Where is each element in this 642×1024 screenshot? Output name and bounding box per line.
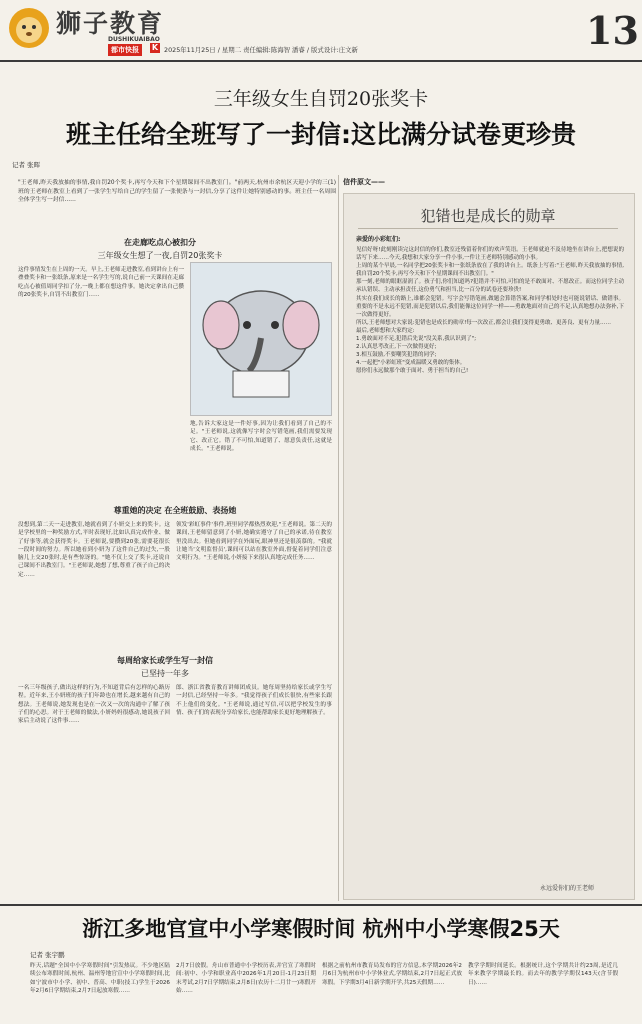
dateline: 2025年11月25日 / 星期二 责任编辑:陈海智 潘睿 / 版式设计:庄文新 <box>164 46 358 54</box>
lion-logo-icon <box>6 4 52 50</box>
section-subheading: 三年级女生想了一夜,自罚20张奖卡 <box>97 251 223 260</box>
headline-winter-vacation: 浙江多地官宣中小学寒假时间 杭州中小学寒假25天 <box>82 917 560 941</box>
article-column: 郎、浙江省教育教育讲师团成员。她每周坚持给家长或学生写一封信,已经坚持一年多。"我觉得孩子们成长很快,有些家长跟不上他们的变化。"王老师说,通过写信,可以把学校发生的事情、孩子们的表现分享给家长,也能帮助家长更好地理解孩子。 <box>176 685 332 716</box>
brand-english: DUSHIKUAIBAO <box>108 36 160 43</box>
section-heading: 每周给家长或学生写一封信 <box>117 656 213 665</box>
header-divider <box>0 60 642 62</box>
paper-name-badge: 都市快报 <box>108 44 142 56</box>
elephant-drawing-image <box>190 262 332 416</box>
article-column: 2月7日放假。舟山市普通中小学校历表,并官宣了寒假时间:初中、小学和职业高中2026年1月20日-1月23日期末考试,2月7日学期结束,2月8日(农历十二月廿一)寒假开始…… <box>176 963 316 994</box>
byline: 记者 张晖 <box>12 161 41 169</box>
article-column: 没想到,第二天一走进教室,她就看到了小妍交上来的奖卡。这是学校里的一种奖励方式,平时表现好,比如认真完成作业、做了好事等,就会获得奖卡。王老师说,要攒到20张,需要花很长一段时间的努力。所以她看到小妍为了这件自己的过失,一股脑儿上交20张时,是有些惊讶的。"她不仅上交了奖卡,还说自己课间不出教室门。"王老师说,她想了想,尊重了孩子自己的决定…… <box>18 522 170 578</box>
letter-signature: 永远爱你们的王老师 <box>540 885 595 892</box>
brand-title: 狮子教育 <box>56 9 165 38</box>
article-column: 教学学期时间延长。根据统计,这个学期共计约23周,是近几年来教学学期最长的。而去年的教学学期仅143天(含节假日)…… <box>468 963 618 986</box>
article-column: 根据之前杭州市教育局发布的官方信息,本学期2026年2月6日为杭州市中小学休业式,学期结束,2月7日起正式放寒假。下学期3月4日新学期开学,共25天假期…… <box>322 963 462 986</box>
article-intro: "王老师,昨天我放抽的事情,我自罚20个奖卡,再写今天和下个星期课间不出教室门。"前两天,杭州市余杭区天迎小学的三(1)班的王老师在教室上看到了一张学生写给自己的学生留了一张便条与一封信,分享了这件让她特别感动的事。班主任一名周围全体学生写一封信…… <box>18 180 336 204</box>
letter-label: 信件原文—— <box>343 178 385 186</box>
article-column: 这件事情发生在上周的一天。早上,王老师走进教室,看到讲台上有一叠叠奖卡和一张纸条,原来是一名学生写的,说自己前一天课间在走廊吃点心被值周同学扣了分,一晚上都在想这件事。她决定拿出自己攒的20张奖卡,自罚不出教室门…… <box>18 267 184 298</box>
article-column: 地,告诉大家这是一件好事,因为让我们看到了自己的不足。"王老师说,这就像写字时会写错笔画,我们需要发现它、改正它。错了不可怕,知道错了、愿意负责任,这就是成长。"王老师说。 <box>190 421 332 452</box>
column-divider <box>338 175 339 901</box>
byline: 记者 张宇鹏 <box>30 951 65 959</box>
article-column: 一名三年级孩子,做出这样的行为,不知道背后有怎样的心路历程。近年来,王小妍班的孩子们年龄也在增长,越来越有自己的想法。王老师说,她发现也是在一次又一次的沟通中了解了孩子们的心思。对于王老师的做法,小妍妈妈很感动,她说孩子回家后主动说了这件事…… <box>18 685 170 725</box>
k-logo-icon: K <box>151 43 159 52</box>
letter-title-divider <box>358 228 618 229</box>
main-headline: 班主任给全班写了一封信:这比满分试卷更珍贵 <box>66 120 576 149</box>
letter-title: 犯错也是成长的勋章 <box>420 207 556 225</box>
page-number: 13 <box>586 8 639 53</box>
section-divider <box>0 904 642 906</box>
letter-greeting: 亲爱的小彩虹们: <box>356 236 401 243</box>
section-heading: 尊重她的决定 在全班鼓励、表扬她 <box>113 506 237 515</box>
article-column: 昨天,话题"全国中小学寒假时间"引发热议。不少地区陆续公布寒假时间,杭州、温州等地官宣中小学寒假时间,比如宁波市中小学、初中、普高、中职(技工)学生于2026年2月6日学期结束,2月7日起放寒假…… <box>30 963 170 994</box>
sub-headline: 三年级女生自罚20张奖卡 <box>213 88 429 110</box>
article-column: 领发'彩虹事件'事件,班里同学都热烈欢迎,"王老师说。第二天的课间,王老师留意到了小妍,她确实遵守了自己的承诺,待在教室里没出去。但她看到同学在外面玩,眼神里还是很羡慕的。"我就让她当'文明监督员',课间可以站在教室外面,督促着同学们注意文明行为。"王老师说,小妍接下来很认真地完成任务…… <box>176 522 332 562</box>
section-heading: 在走廊吃点心被扣分 <box>124 238 196 247</box>
section-subheading: 已坚持一年多 <box>141 669 189 678</box>
letter-body: 见信好呀!此刻刚读完这封信的你们,教室还残留着你们的欢声笑语。王老师就迫不及待地坐在讲台上,把想说的话写下来……今天,我想和大家分享一件小事,一件让王老师特别感动的小事。 上周的某个早晨,一名同学把20张奖卡和一张纸条放在了我的讲台上。纸条上写着:"王老师,昨天我放抽的事情,我自罚20个奖卡,再写今天和下个星期课间不出教室门。" 那一刻,老师的眼眶湿润了。孩子们,你们知道吗?犯错并不可怕,可怕的是不敢面对、不愿改正。而这位同学主动承认错误、主动承担责任,这份勇气和担当,比一百分的试卷还要珍贵! 其实在我们成长的路上,谁都会犯错。写字会写错笔画,做题会算错答案,和同学相处时也可能说错话、做错事。重要的不是永远不犯错,而是犯错以后,我们能像这位同学一样——勇敢地面对自己的不足,认真地想办法弥补,下一次做得更好。 所以,王老师想对大家说:犯错也是成长的勋章!每一次改正,都会让我们变得更勇敢、更善良、更有力量…… 最后,老师想和大家约定: 1.勇敢面对不足,犯错后先说"没关系,我认识到了"; 2.认真思考改正,下一次做得更好; 3.相互鼓励,不要嘲笑犯错的同学; 4.一起把"小彩虹班"变成温暖又勇敢的集体。 愿你们永远做那个敢于面对、勇于担当的自己! <box>356 247 624 375</box>
